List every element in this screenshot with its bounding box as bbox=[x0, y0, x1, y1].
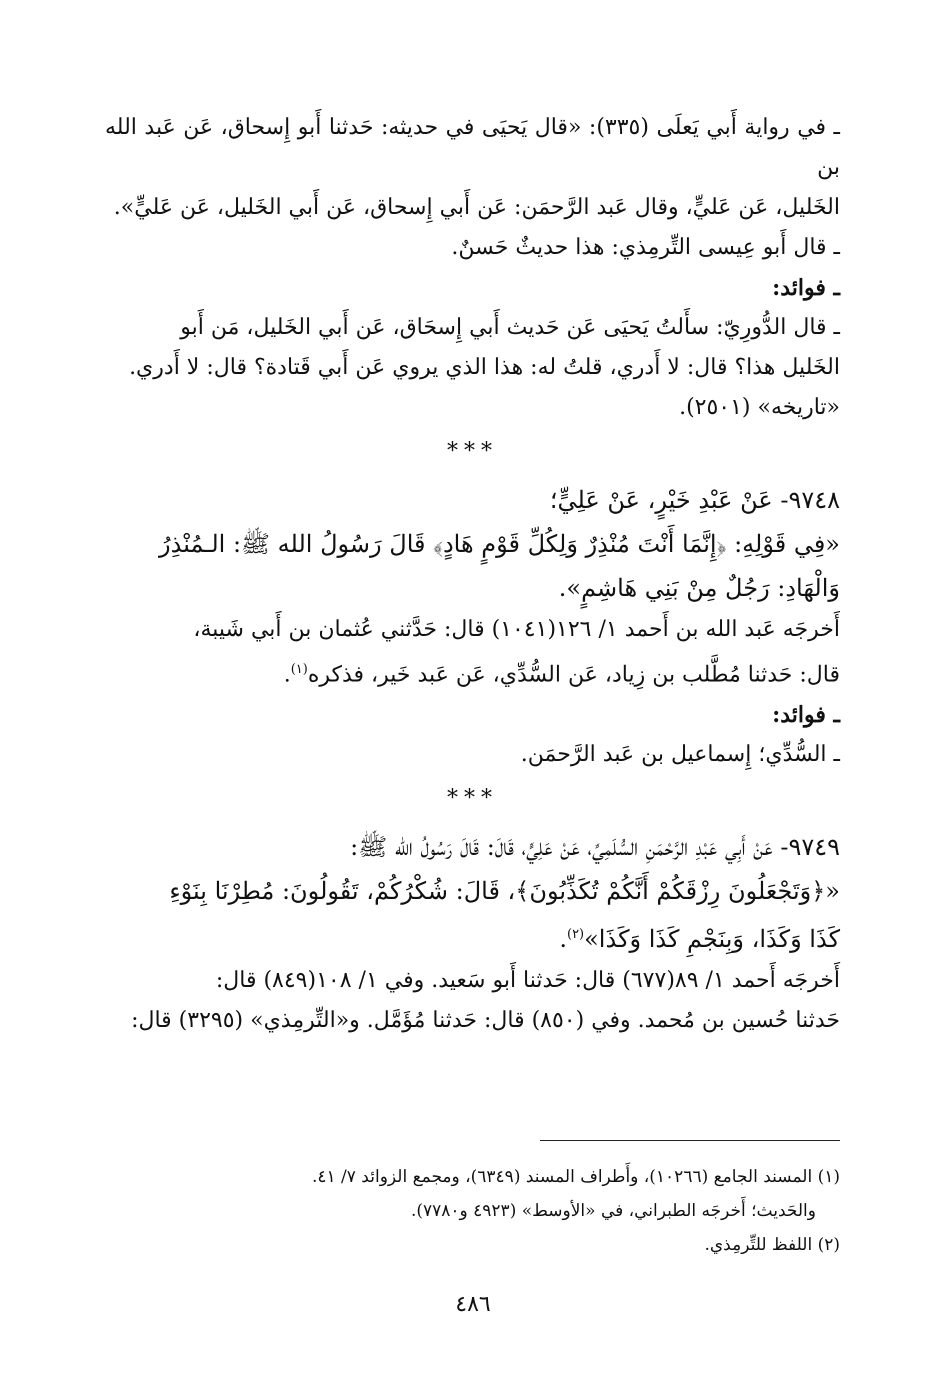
hadith-9749-line: «﴿وَتَجْعَلُونَ رِزْقَكُمْ أَنَّكُمْ تُكَذِّبُونَ﴾، قَالَ: شُكْرُكُمْ، تَقُولُونَ: مُطِرْنَا بِنَوْءِ bbox=[169, 877, 840, 906]
takhrij-text: قال: حَدثنا مُطَّلب بن زِياد، عَن السُّدِّي، عَن عَبد خَير، فذكره bbox=[307, 662, 840, 688]
footnote-2: (٢) اللفظ للتِّرمِذي. bbox=[704, 1235, 840, 1255]
footnote-1-continued: والحَديث؛ أَخرجَه الطبراني، في «الأوسط» (٤٩٢٣ و٧٧٨٠). bbox=[410, 1201, 816, 1221]
footnote-marker: (٢) bbox=[566, 927, 585, 943]
hadith-9749-line: كَذَا وَكَذَا، وَبِنَجْمِ كَذَا وَكَذَا»$^{(٢)}$. bbox=[559, 925, 840, 954]
hadith-9748-line: «فِي قَوْلِهِ: ﴿إِنَّمَا أَنْتَ مُنْذِرٌ وَلِكُلِّ قَوْمٍ هَادٍ﴾ قَالَ رَسُولُ الله ﷺ: الـمُنْذِرُ bbox=[159, 530, 840, 558]
hadith-9748-line: ٩٧٤٨- عَنْ عَبْدِ خَيْرٍ، عَنْ عَلِيٍّ؛ bbox=[549, 486, 840, 514]
footnotes bbox=[105, 1160, 840, 1262]
hadith-9749-line: ٩٧٤٩- عَنْ أَبِي عَبْدِ الرَّحْمَنِ السُّلَمِيِّ، عَنْ عَلِيٍّ، قَالَ: قَالَ رَسُولُ الله ﷺ: bbox=[350, 833, 840, 862]
fawaid-text-line: الخَليل هذا؟ قال: لا أَدري، قلتُ له: هذا الذي يروي عَن أَبي قَتادة؟ قال: لا أَدري. bbox=[129, 355, 840, 380]
takhrij-line: قال: حَدثنا مُطَّلب بن زِياد، عَن السُّدِّي، عَن عَبد خَير، فذكره$^{(١)}$. bbox=[283, 662, 840, 688]
fawaid-heading: ـ فوائد: bbox=[772, 275, 840, 301]
fawaid-text-line: ـ قال الدُّورِيّ: سأَلتُ يَحيَى عَن حَديث أَبي إِسحَاق، عَن أَبي الخَليل، مَن أَبو bbox=[180, 315, 840, 340]
section-separator: *** bbox=[447, 439, 498, 464]
fawaid-text-line: ـ السُّدِّي؛ إِسماعيل بن عَبد الرَّحمَن. bbox=[520, 742, 840, 768]
takhrij-line: أَخرجَه أَحمد ١/ ٨٩(٦٧٧) قال: حَدثنا أَبو سَعيد. وفي ١/ ١٠٨(٨٤٩) قال: bbox=[215, 968, 840, 994]
footnote-separator bbox=[540, 1140, 840, 1141]
fawaid-text-line: «تاريخه» (٢٥٠١). bbox=[679, 395, 840, 420]
fawaid-heading: ـ فوائد: bbox=[772, 702, 840, 729]
page-number: ٤٨٦ bbox=[455, 1292, 491, 1317]
footnote-marker: (١) bbox=[290, 662, 308, 677]
takhrij-line: أَخرجَه عَبد الله بن أَحمد ١/ ١٢٦(١٠٤١) قال: حَدَّثني عُثمان بن أَبي شَيبة، bbox=[193, 617, 840, 642]
section-separator: *** bbox=[447, 786, 498, 812]
footnote-1: (١) المسند الجامع (١٠٢٦٦)، وأَطراف المسند (٦٣٤٩)، ومجمع الزوائد ٧/ ٤١. bbox=[311, 1167, 840, 1187]
hadith-9748-line: وَالْهَادِ: رَجُلٌ مِنْ بَنِي هَاشِمٍ». bbox=[558, 574, 840, 602]
takhrij-line: حَدثنا حُسين بن مُحمد. وفي (٨٥٠) قال: حَدثنا مُؤَمَّل. و«التِّرمِذي» (٣٢٩٥) قال: bbox=[131, 1008, 840, 1034]
hadith-text: كَذَا وَكَذَا، وَبِنَجْمِ كَذَا وَكَذَا» bbox=[584, 925, 840, 954]
paragraph-narration-line: ـ في رواية أَبي يَعلَى (٣٣٥): «قال يَحيَى في حديثه: حَدثنا أَبو إِسحاق، عَن عَبد الله بن bbox=[105, 115, 840, 180]
page-body bbox=[105, 108, 840, 1041]
paragraph-narration-line: الخَليل، عَن عَليٍّ، وقال عَبد الرَّحمَن: عَن أَبي إِسحاق، عَن أَبي الخَليل، عَن عَليٍّ». bbox=[113, 195, 840, 220]
tirmidhi-grading: ـ قال أَبو عِيسى التِّرمِذي: هذا حديثٌ حَسنٌ. bbox=[451, 235, 840, 260]
